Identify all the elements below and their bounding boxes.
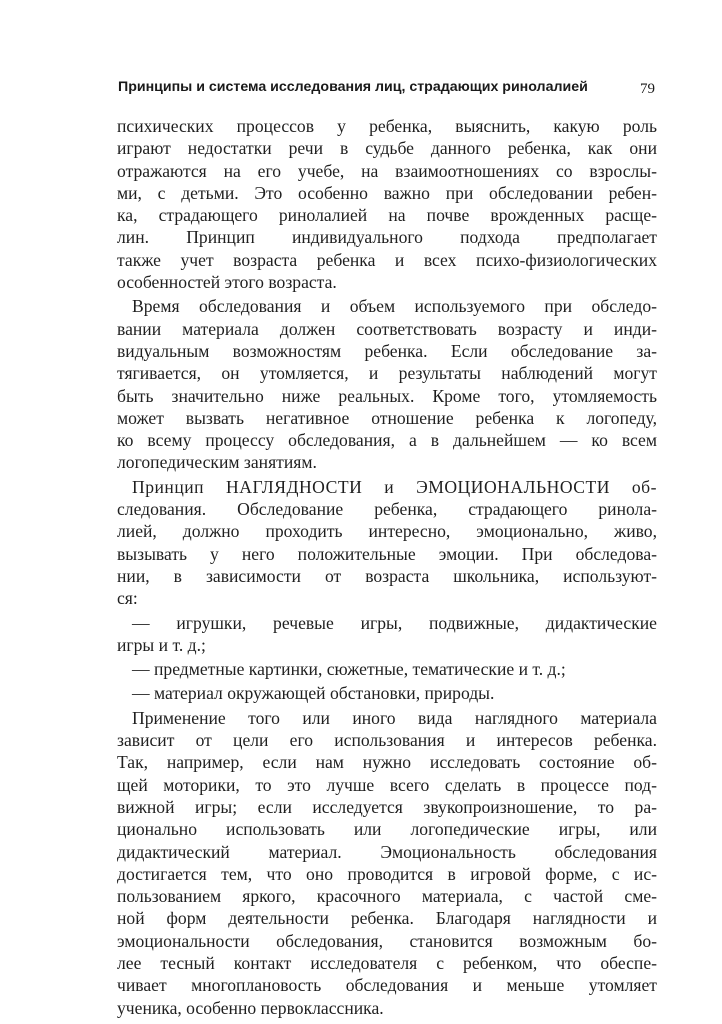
text-line: психических процессов у ребенка, выяснить, какую роль	[117, 116, 657, 136]
text-line: — материал окружающей обстановки, природы.	[132, 683, 495, 704]
text-line: ко всему процессу обследования, а в дальнейшем — ко всем	[117, 430, 657, 451]
text-line: — игрушки, речевые игры, подвижные, дидактические	[132, 612, 657, 633]
text-line: играют недостатки речи в судьбе данного ребенка, как они	[117, 138, 657, 159]
text-line: лин. Принцип индивидуального подхода предполагает	[117, 227, 657, 248]
running-title: Принципы и система исследования лиц, страдающих ринолалией	[118, 79, 588, 95]
text-line: вызывать у него положительные эмоции. При обследова-	[117, 543, 657, 564]
page-header	[118, 79, 663, 103]
text-line: игры и т. д.;	[117, 634, 206, 655]
text-line: нии, в зависимости от возраста школьника, используют-	[117, 565, 657, 586]
text-line: дидактический материал. Эмоциональность обследования	[117, 841, 657, 862]
text-line: ка, страдающего ринолалией на почве врожденных расще-	[117, 205, 657, 226]
text-line: следования. Обследование ребенка, страдающего ринола-	[117, 499, 657, 520]
text-line: ционально использовать или логопедические игры, или	[117, 819, 657, 840]
text-line: Так, например, если нам нужно исследовать состояние об-	[117, 752, 657, 773]
text-line: быть значительно ниже реальных. Кроме того, утомляемость	[117, 385, 657, 406]
text-line: достигается тем, что оно проводится в игровой форме, с ис-	[117, 863, 657, 884]
text-line: — предметные картинки, сюжетные, тематические и т. д.;	[132, 659, 566, 680]
paragraph	[117, 295, 657, 473]
text-line: эмоциональности обследования, становится возможным бо-	[117, 930, 657, 951]
list-item	[117, 682, 657, 704]
text-line: вижной игры; если исследуется звукопроизношение, то ра-	[117, 796, 657, 817]
text-line: Время обследования и объем используемого при обследо-	[132, 296, 657, 317]
text-line: чивает многоплановость обследования и меньше утомляет	[117, 975, 657, 996]
text-line: может вызвать негативное отношение ребенка к логопеду,	[117, 407, 657, 428]
list-item	[117, 612, 657, 657]
text-line: отражаются на его учебе, на взаимоотношениях со взрослы-	[117, 160, 657, 181]
paragraph	[117, 115, 657, 293]
paragraph	[117, 476, 657, 610]
text-line: пользованием яркого, красочного материала, с частой сме-	[117, 886, 657, 907]
text-line: ми, с детьми. Это особенно важно при обследовании ребен-	[117, 182, 657, 203]
paragraph	[117, 707, 657, 1019]
text-line: логопедическим занятиям.	[117, 452, 317, 473]
text-line: тягивается, он утомляется, и результаты наблюдений могут	[117, 363, 657, 384]
text-line: лее тесный контакт исследователя с ребенком, что обеспе-	[117, 952, 657, 973]
text-line: щей моторики, то это лучше всего сделать в процессе под-	[117, 774, 657, 795]
text-line: вании материала должен соответствовать возрасту и инди-	[117, 318, 657, 339]
text-line: зависит от цели его использования и интересов ребенка.	[117, 730, 657, 751]
text-line: ной форм деятельности ребенка. Благодаря наглядности и	[117, 908, 657, 929]
text-line: особенностей этого возраста.	[117, 272, 337, 293]
text-line: видуальным возможностям ребенка. Если обследование за-	[117, 340, 657, 361]
text-line: Применение того или иного вида наглядного материала	[132, 707, 657, 728]
body-text	[117, 115, 657, 1019]
text-line: ученика, особенно первоклассника.	[117, 997, 384, 1018]
text-line: также учет возраста ребенка и всех психо-физиологических	[117, 249, 657, 270]
text-line: ся:	[117, 588, 138, 609]
text-line: лией, должно проходить интересно, эмоционально, живо,	[117, 521, 657, 542]
page-number: 79	[640, 81, 655, 97]
text-line: Принцип НАГЛЯДНОСТИ и ЭМОЦИОНАЛЬНОСТИ об-	[132, 476, 657, 497]
list-item	[117, 658, 657, 680]
